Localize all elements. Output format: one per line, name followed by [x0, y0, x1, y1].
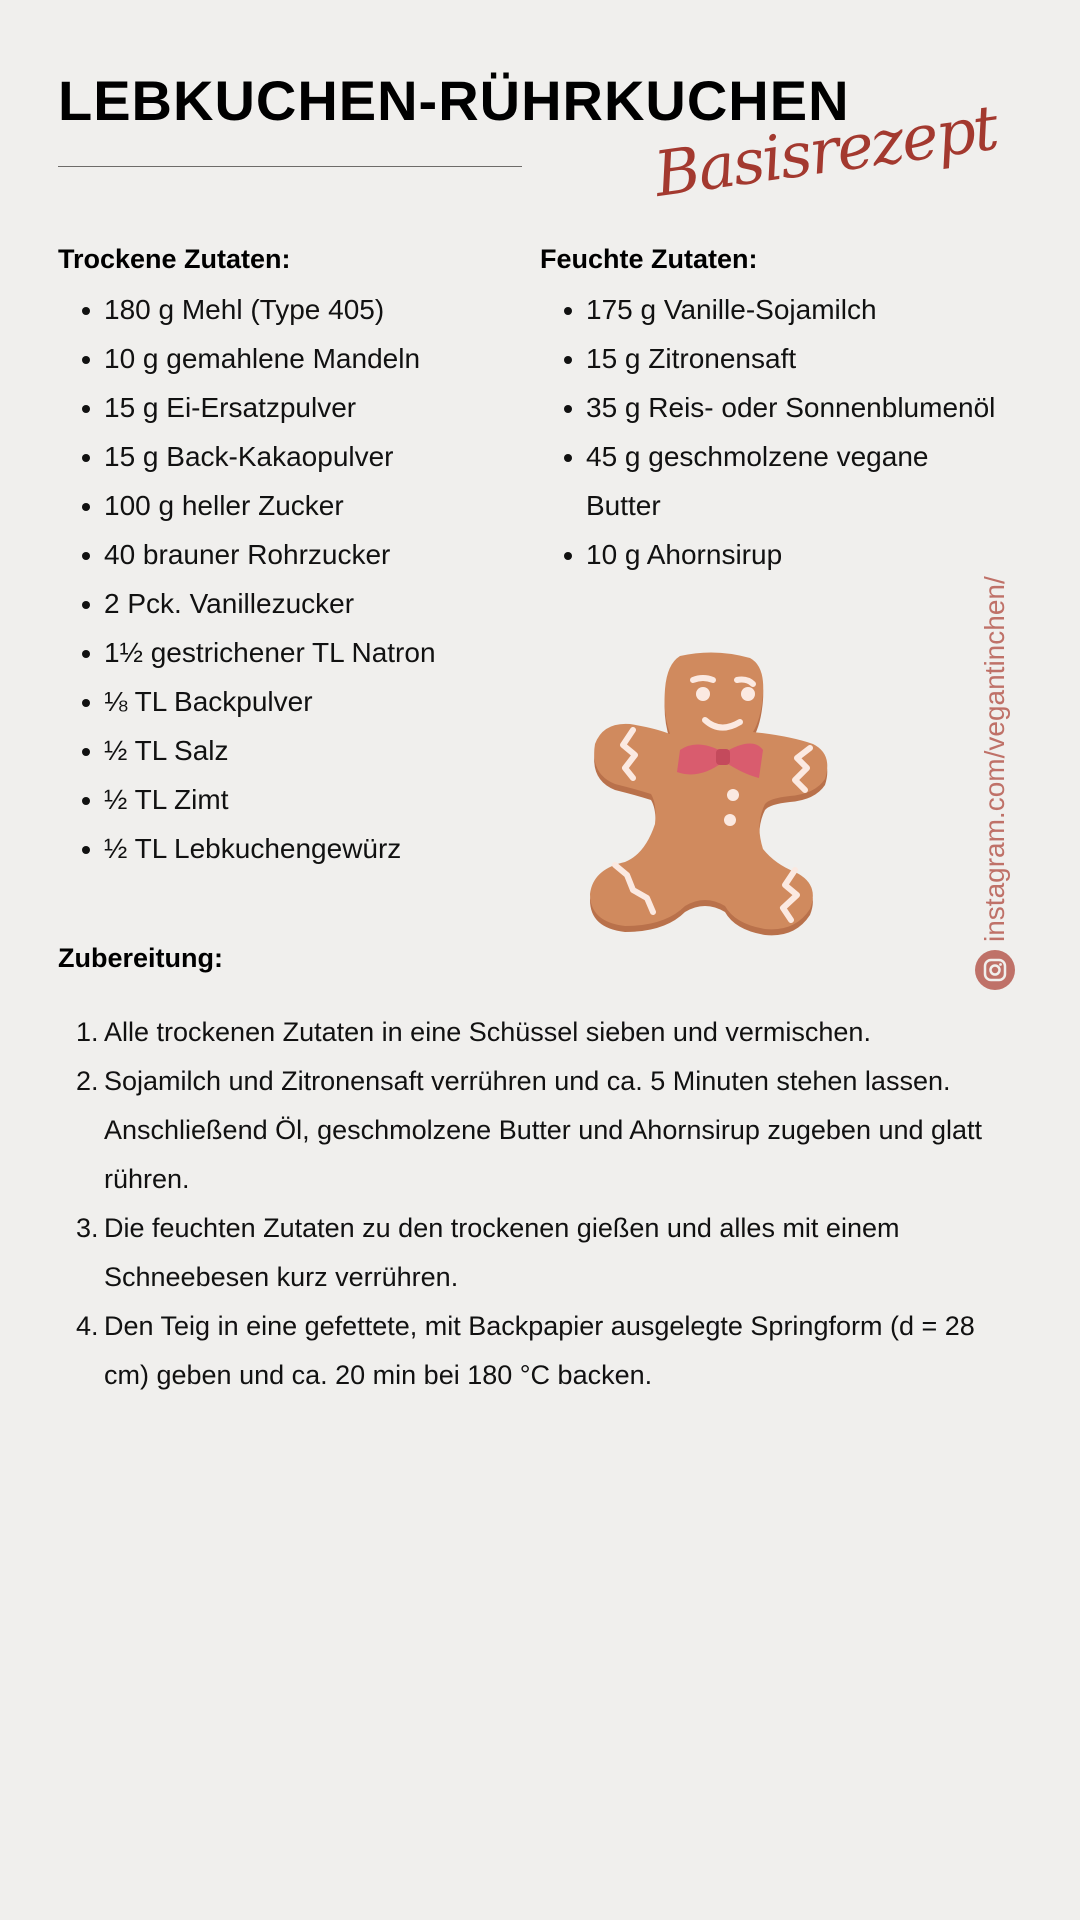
list-item: 15 g Zitronensaft — [540, 334, 1020, 383]
step-text: Alle trockenen Zutaten in eine Schüssel sieben und vermischen. — [104, 1017, 871, 1047]
list-item: 180 g Mehl (Type 405) — [58, 285, 436, 334]
step-text: Sojamilch und Zitronensaft verrühren und ca. 5 Minuten stehen lassen. Anschließend Öl, geschmolzene Butter und Ahornsirup zugeben und glatt rühren. — [104, 1066, 983, 1194]
button — [724, 814, 736, 826]
list-item: ½ TL Lebkuchengewürz — [58, 824, 436, 873]
preparation-steps — [58, 1008, 1018, 1400]
step-item — [58, 1204, 1018, 1302]
step-item — [58, 1057, 1018, 1204]
gingerbread-man-icon — [585, 650, 845, 945]
step-number: 2. — [76, 1066, 99, 1096]
list-item: ⅛ TL Backpulver — [58, 677, 436, 726]
list-item: 175 g Vanille-Sojamilch — [540, 285, 1020, 334]
list-item: ½ TL Salz — [58, 726, 436, 775]
step-number: 1. — [76, 1017, 99, 1047]
list-item: 35 g Reis- oder Sonnenblumenöl — [540, 383, 1020, 432]
list-item: 45 g geschmolzene vegane Butter — [540, 432, 966, 530]
instagram-handle: instagram.com/vegantinchen/ — [979, 576, 1010, 942]
right-eye — [741, 687, 755, 701]
list-item: 10 g gemahlene Mandeln — [58, 334, 436, 383]
recipe-subtitle: Basisrezept — [649, 90, 1002, 211]
list-item: 40 brauner Rohrzucker — [58, 530, 436, 579]
instagram-link[interactable] — [975, 576, 1015, 990]
step-item — [58, 1008, 1018, 1057]
dry-ingredients-heading: Trockene Zutaten: — [58, 244, 291, 274]
wet-ingredients-list — [540, 285, 1020, 579]
list-item: 15 g Back-Kakaopulver — [58, 432, 436, 481]
button — [727, 789, 739, 801]
list-item: 2 Pck. Vanillezucker — [58, 579, 436, 628]
step-number: 3. — [76, 1213, 99, 1243]
recipe-title: LEBKUCHEN-RÜHRKUCHEN — [58, 69, 850, 132]
step-text: Den Teig in eine gefettete, mit Backpapier ausgelegte Springform (d = 28 cm) geben und ca. 20 min bei 180 °C backen. — [104, 1311, 975, 1390]
instagram-icon — [975, 950, 1015, 990]
title-divider — [58, 166, 522, 167]
step-item — [58, 1302, 1018, 1400]
list-item: ½ TL Zimt — [58, 775, 436, 824]
step-number: 4. — [76, 1311, 99, 1341]
list-item: 10 g Ahornsirup — [540, 530, 1020, 579]
wet-ingredients-heading: Feuchte Zutaten: — [540, 244, 758, 274]
list-item: 15 g Ei-Ersatzpulver — [58, 383, 436, 432]
list-item: 100 g heller Zucker — [58, 481, 436, 530]
left-eye — [696, 687, 710, 701]
dry-ingredients-list — [58, 285, 436, 873]
step-text: Die feuchten Zutaten zu den trockenen gießen und alles mit einem Schneebesen kurz verrühren. — [104, 1213, 900, 1292]
list-item: 1½ gestrichener TL Natron — [58, 628, 436, 677]
preparation-heading: Zubereitung: — [58, 943, 223, 973]
